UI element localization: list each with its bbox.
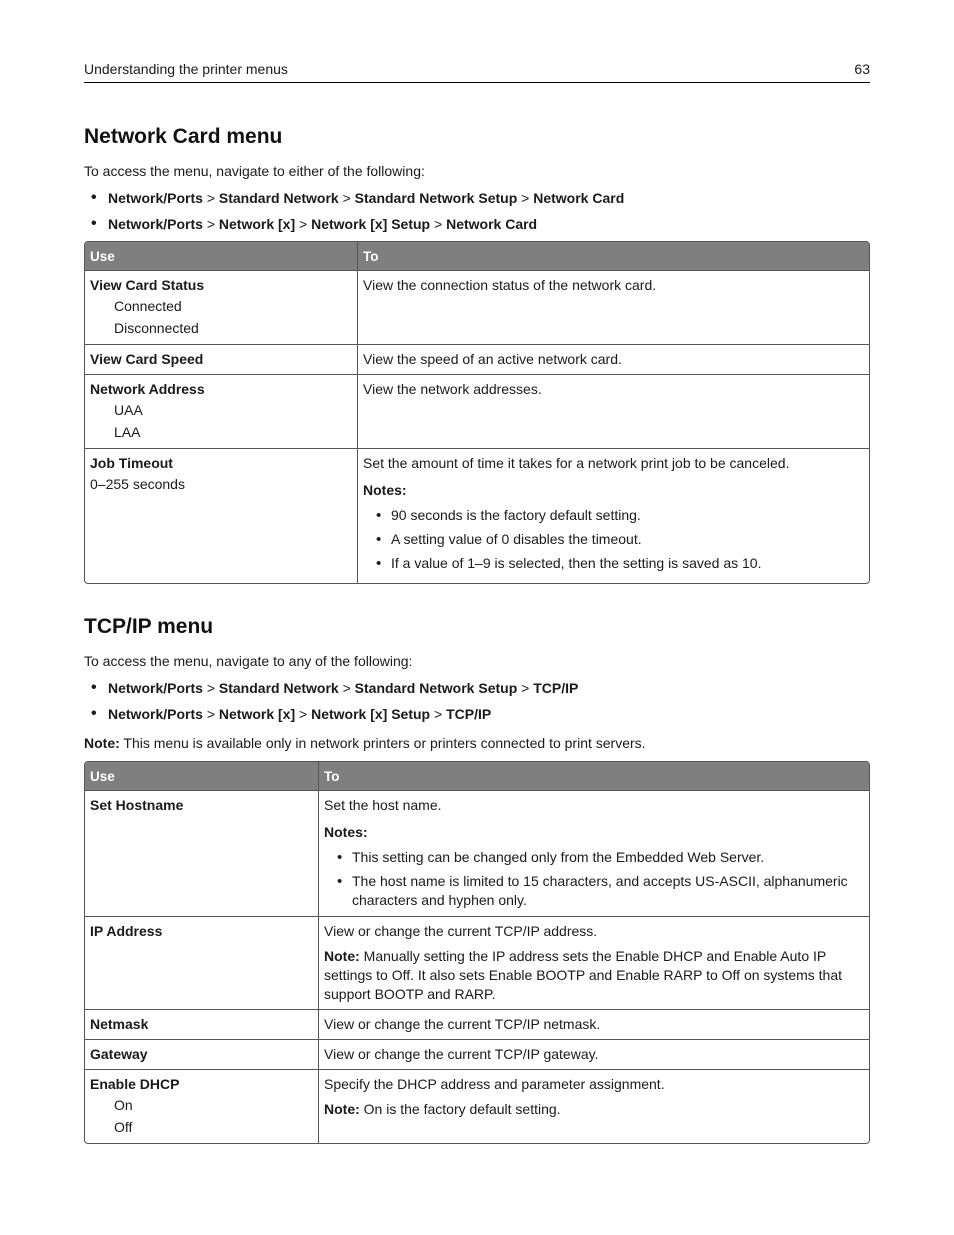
table-row: [85, 1069, 869, 1143]
tcpip-table: [84, 761, 870, 1144]
note-item: • A setting value of 0 disables the timeout.: [363, 530, 864, 549]
setting-name: Job Timeout: [90, 455, 173, 471]
network-card-heading: Network Card menu: [84, 125, 283, 148]
table-row: [85, 270, 869, 344]
note-item: • 90 seconds is the factory default setting.: [363, 506, 864, 525]
setting-description: View the speed of an active network card.: [363, 351, 622, 367]
network-card-table: [84, 241, 870, 584]
table-header-row: [85, 242, 869, 270]
nav-path-item: • Network/Ports > Standard Network > Standard Network Setup > Network Card: [84, 189, 624, 215]
to-cell: [319, 1069, 869, 1143]
inline-note: [324, 1100, 864, 1119]
setting-name: Gateway: [90, 1046, 148, 1062]
use-cell: [85, 448, 358, 583]
setting-name: Network Address: [90, 381, 205, 397]
table-row: [85, 916, 869, 1009]
note-text: This menu is available only in network printers or printers connected to print servers.: [119, 735, 646, 751]
col-to-header: To: [358, 242, 869, 270]
note-label: Note:: [324, 1101, 360, 1117]
setting-name: Set Hostname: [90, 797, 184, 813]
header-section-title: Understanding the printer menus: [84, 61, 288, 77]
use-cell: [85, 1009, 319, 1039]
tcpip-heading: TCP/IP menu: [84, 615, 214, 638]
use-cell: [85, 374, 358, 448]
col-use-header: Use: [85, 242, 358, 270]
to-cell: [319, 1009, 869, 1039]
col-use-header: Use: [85, 762, 319, 790]
note-item: • The host name is limited to 15 characters, and accepts US-ASCII, alphanumeric characters and hyphen only.: [324, 872, 864, 910]
use-cell: [85, 1039, 319, 1069]
setting-name: View Card Speed: [90, 351, 204, 367]
setting-option: Off: [114, 1119, 133, 1135]
note-label: Note:: [324, 948, 360, 964]
setting-description: View or change the current TCP/IP netmask.: [324, 1016, 601, 1032]
table-row: [85, 1039, 869, 1069]
table-header-row: [85, 762, 869, 790]
tcpip-intro: To access the menu, navigate to any of the following:: [84, 653, 413, 669]
page-number: 63: [854, 61, 870, 77]
inline-note: [324, 947, 864, 1004]
setting-description: Set the host name.: [324, 797, 442, 813]
notes-heading: Notes:: [363, 482, 407, 498]
setting-option: Connected: [114, 298, 182, 314]
table-row: [85, 448, 869, 583]
use-cell: [85, 1069, 319, 1143]
setting-name: Enable DHCP: [90, 1076, 180, 1092]
use-cell: [85, 916, 319, 1009]
setting-description: View the network addresses.: [363, 381, 542, 397]
to-cell: [358, 270, 869, 344]
setting-option: On: [114, 1097, 133, 1113]
setting-description: Specify the DHCP address and parameter assignment.: [324, 1076, 665, 1092]
setting-name: View Card Status: [90, 277, 205, 293]
note-label: Note:: [84, 735, 120, 751]
setting-description: View or change the current TCP/IP gateway.: [324, 1046, 599, 1062]
network-card-intro: To access the menu, navigate to either of the following:: [84, 163, 425, 179]
setting-description: View or change the current TCP/IP address.: [324, 923, 598, 939]
to-cell: [319, 790, 869, 916]
notes-list: [363, 506, 864, 573]
notes-heading: Notes:: [324, 824, 368, 840]
running-header: [84, 60, 870, 83]
table-row: [85, 790, 869, 916]
network-card-paths: [84, 189, 624, 241]
setting-description: View the connection status of the network card.: [363, 277, 657, 293]
setting-range: 0–255 seconds: [90, 476, 185, 492]
table-row: [85, 1009, 869, 1039]
note-text: Manually setting the IP address sets the Enable DHCP and Enable Auto IP settings to Off. It also sets Enable BOOTP and Enable RARP to Off on systems that support BOOTP and RARP.: [324, 948, 843, 1002]
table-row: [85, 374, 869, 448]
setting-option: LAA: [114, 424, 141, 440]
to-cell: [319, 1039, 869, 1069]
nav-path-item: • Network/Ports > Network [x] > Network [x] Setup > TCP/IP: [84, 705, 578, 731]
notes-list: [324, 848, 864, 910]
note-item: • If a value of 1–9 is selected, then the setting is saved as 10.: [363, 554, 864, 573]
nav-path-item: • Network/Ports > Standard Network > Standard Network Setup > TCP/IP: [84, 679, 578, 705]
use-cell: [85, 790, 319, 916]
nav-path-item: • Network/Ports > Network [x] > Network [x] Setup > Network Card: [84, 215, 624, 241]
setting-name: IP Address: [90, 923, 163, 939]
col-to-header: To: [319, 762, 869, 790]
use-cell: [85, 344, 358, 374]
table-row: [85, 344, 869, 374]
note-item: • This setting can be changed only from the Embedded Web Server.: [324, 848, 864, 867]
setting-option: Disconnected: [114, 320, 199, 336]
setting-name: Netmask: [90, 1016, 149, 1032]
note-text: On is the factory default setting.: [359, 1101, 561, 1117]
to-cell: [358, 374, 869, 448]
tcpip-paths: [84, 679, 578, 731]
to-cell: [319, 916, 869, 1009]
setting-option: UAA: [114, 402, 143, 418]
use-cell: [85, 270, 358, 344]
to-cell: [358, 448, 869, 583]
to-cell: [358, 344, 869, 374]
setting-description: Set the amount of time it takes for a network print job to be canceled.: [363, 455, 790, 471]
tcpip-availability-note: [84, 735, 646, 751]
